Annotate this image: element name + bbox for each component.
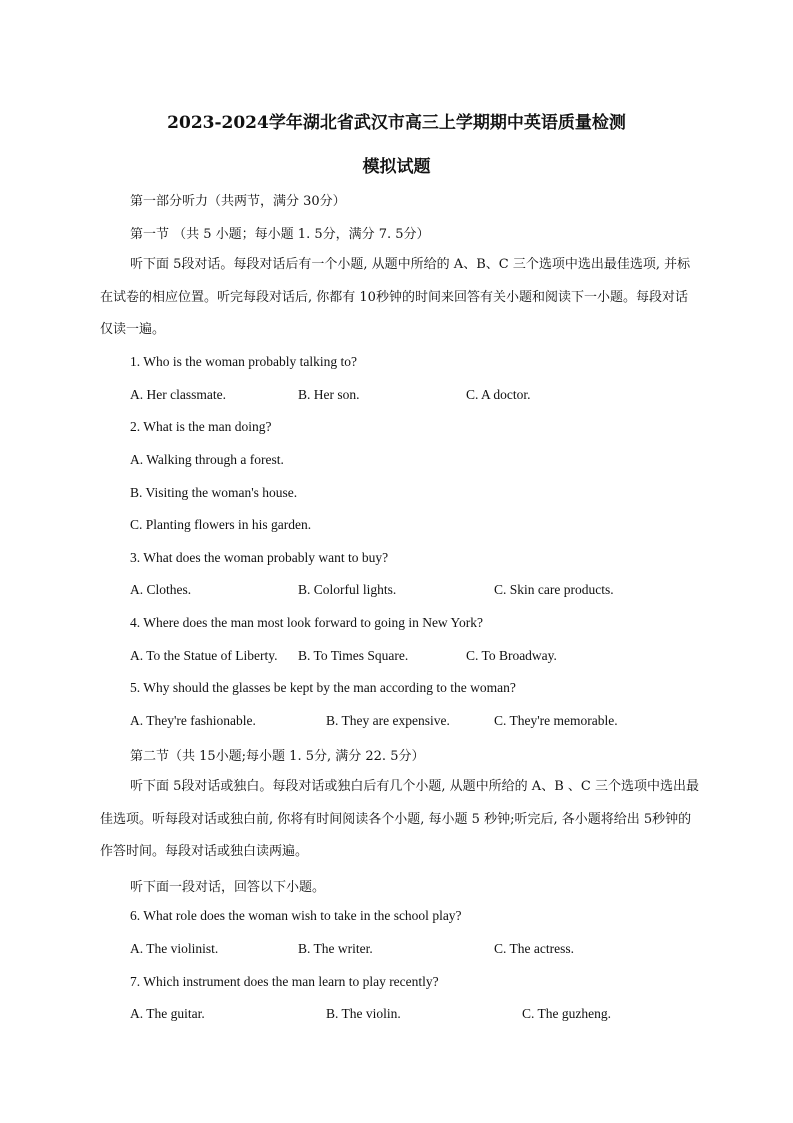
part1-heading: 第一部分听力（共两节，满分 30分）: [130, 194, 346, 209]
question-3: 3. What does the woman probably want to buy?: [130, 550, 389, 565]
q1-option-b: B. Her son.: [298, 387, 360, 402]
q3-option-a: A. Clothes.: [130, 582, 192, 597]
section2-heading: 第二节（共 15小题;每小题 1. 5分, 满分 22. 5分）: [130, 749, 425, 764]
q6-option-c: C. The actress.: [494, 941, 574, 956]
section1-instructions: [100, 249, 700, 347]
question-7: 7. Which instrument does the man learn to play recently?: [130, 974, 439, 989]
q2-option-c: C. Planting flowers in his garden.: [130, 517, 312, 532]
exam-subtitle: 模拟试题: [362, 157, 431, 177]
q7-option-a: A. The guitar.: [130, 1006, 205, 1021]
section2-instructions: [100, 771, 700, 869]
q5-option-a: A. They're fashionable.: [130, 713, 256, 728]
section1-heading: 第一节 （共 5 小题；每小题 1. 5分，满分 7. 5分）: [130, 227, 430, 242]
question-4: 4. Where does the man most look forward to going in New York?: [130, 615, 483, 630]
q1-option-a: A. Her classmate.: [130, 387, 226, 402]
q5-option-b: B. They are expensive.: [326, 713, 450, 728]
dialogue-prompt: 听下面一段对话，回答以下小题。: [130, 880, 326, 895]
q7-option-c: C. The guzheng.: [522, 1006, 611, 1021]
q7-option-b: B. The violin.: [326, 1006, 401, 1021]
q4-option-b: B. To Times Square.: [298, 648, 409, 663]
q2-option-b: B. Visiting the woman's house.: [130, 485, 298, 500]
q6-option-a: A. The violinist.: [130, 941, 219, 956]
question-2: 2. What is the man doing?: [130, 419, 272, 434]
question-6: 6. What role does the woman wish to take in the school play?: [130, 908, 462, 923]
q4-option-c: C. To Broadway.: [466, 648, 557, 663]
question-1: 1. Who is the woman probably talking to?: [130, 354, 357, 369]
q5-option-c: C. They're memorable.: [494, 713, 618, 728]
q3-option-c: C. Skin care products.: [494, 582, 614, 597]
q2-option-a: A. Walking through a forest.: [130, 452, 284, 467]
section1-instructions-text: 听下面 5段对话。每段对话后有一个小题, 从题中所给的 A、B、C 三个选项中选出最佳选项, 并标在试卷的相应位置。听完每段对话后, 你都有 10秒钟的时间来回答有关小题和阅读下一小题。每段对话仅读一遍。: [100, 257, 691, 338]
section2-instructions-text: 听下面 5段对话或独白。每段对话或独白后有几个小题, 从题中所给的 A、B 、C 三个选项中选出最佳选项。听每段对话或独白前, 你将有时间阅读各个小题, 每小题 5 秒钟;听完后, 各小题将给出 5秒钟的作答时间。每段对话或独白读两遍。: [100, 779, 699, 860]
q1-option-c: C. A doctor.: [466, 387, 531, 402]
question-5: 5. Why should the glasses be kept by the man according to the woman?: [130, 680, 516, 695]
q4-option-a: A. To the Statue of Liberty.: [130, 648, 278, 663]
exam-title: 2023-2024学年湖北省武汉市高三上学期期中英语质量检测: [167, 113, 626, 133]
q3-option-b: B. Colorful lights.: [298, 582, 397, 597]
q6-option-b: B. The writer.: [298, 941, 373, 956]
